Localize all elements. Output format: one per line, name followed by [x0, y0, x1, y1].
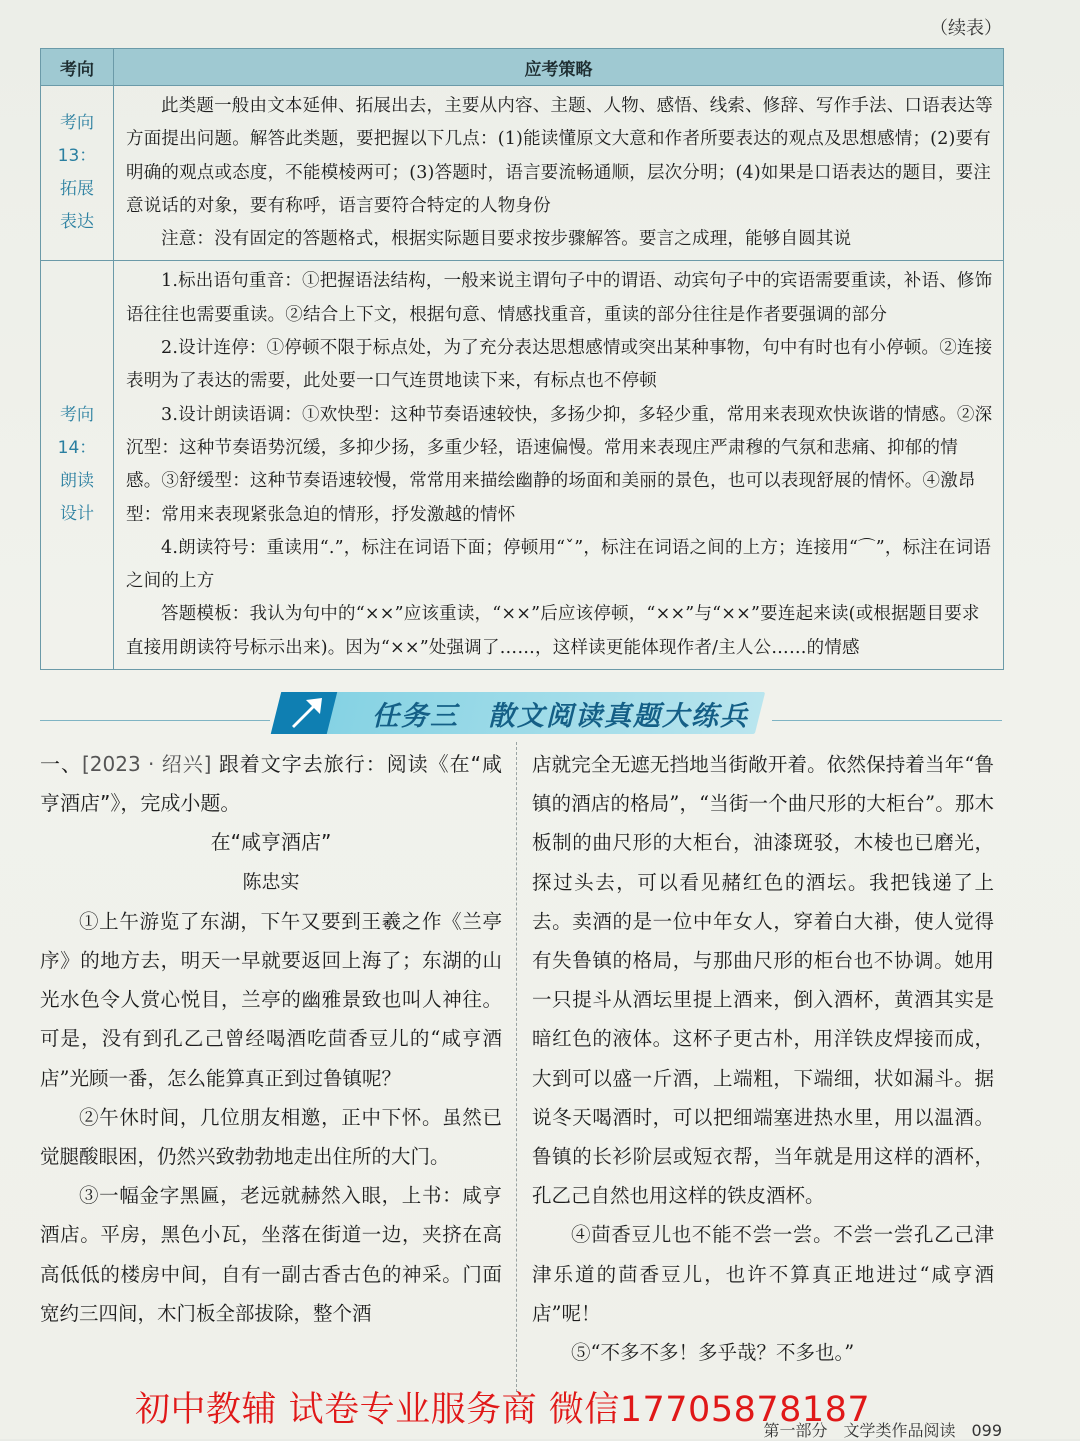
watermark-text: 初中教辅 试卷专业服务商 微信17705878187: [135, 1390, 871, 1430]
header-strategy: 应考策略: [524, 59, 593, 80]
row-label-line: 朗读: [60, 471, 94, 492]
question-number: 一、: [40, 752, 82, 776]
row-label-14: [41, 261, 114, 669]
strategy-paragraph: 此类题一般由文本延伸、拓展出去，主要从内容、主题、人物、感悟、线索、修辞、写作手法、口语表达等方面提出问题。解答此类题，要把握以下几点：(1)能读懂原文大意和作者所要表达的观点及思想感情；(2)要有明确的观点或态度，不能模棱两可；(3)答题时，语言要流畅通顺，层次分明；(4)如果是口语表达的题目，要注意说话的对象，要有称呼，语言要符合特定的人物身份: [126, 96, 993, 216]
article-paragraph: ④茴香豆儿也不能不尝一尝。不尝一尝孔乙己津津乐道的茴香豆儿，也许不算真正地进过“咸亨酒店”呢！: [532, 1223, 994, 1325]
row-label-13: [41, 86, 114, 260]
row-label-line: 拓展: [60, 179, 94, 200]
row-label-line: 考向 14：: [57, 405, 97, 459]
section-banner: [40, 690, 1002, 738]
article-paragraph: ③一幅金字黑匾，老远就赫然入眼，上书：咸亨酒店。平房，黑色小瓦，坐落在街道一边，夹挤在高高低低的楼房中间，自有一副古香古色的神采。门面宽约三四间，木门板全部拔除，整个酒: [40, 1184, 502, 1325]
article-author: 陈忠实: [242, 870, 300, 893]
row-content-13: [114, 86, 1003, 260]
banner-rule-left: [40, 720, 270, 721]
table-row: [41, 86, 1003, 261]
row-label-line: 考向 13：: [57, 113, 97, 167]
strategy-paragraph: 答题模板：我认为句中的“××”应该重读，“××”后应该停顿，“××”与“××”要连起来读(或根据题目要求直接用朗读符号标示出来)。因为“××”处强调了……，这样读更能体现作者/主人公……的情感: [126, 604, 980, 658]
question-heading: [40, 745, 502, 823]
left-column: [40, 745, 502, 1333]
strategy-paragraph: 2.设计连停：①停顿不限于标点处，为了充分表达思想感情或突出某种事物，句中有时也有小停顿。②连接表明为了表达的需要，此处要一口气连贯地读下来，有标点也不停顿: [126, 338, 993, 392]
article-paragraph: 店就完全无遮无挡地当街敞开着。依然保持着当年“鲁镇的酒店的格局”，“当街一个曲尺形的大柜台”。那木板制的曲尺形的大柜台，油漆斑驳，木棱也已磨光，探过头去，可以看见赭红色的酒坛。我把钱递了上去。卖酒的是一位中年女人，穿着白大褂，使人觉得有失鲁镇的格局，与那曲尺形的柜台也不协调。她用一只提斗从酒坛里提上酒来，倒入酒杯，黄酒其实是暗红色的液体。这杯子更古朴，用洋铁皮焊接而成，大到可以盛一斤酒，上端粗，下端细，状如漏斗。据说冬天喝酒时，可以把细端塞进热水里，用以温酒。鲁镇的长衫阶层或短衣帮，当年就是用这样的酒杯，孔乙己自然也用这样的铁皮酒杯。: [532, 753, 994, 1208]
right-column: [532, 745, 994, 1372]
row-label-line: 设计: [60, 504, 94, 525]
table-header: [41, 49, 1003, 86]
strategy-paragraph: 1.标出语句重音：①把握语法结构，一般来说主谓句子中的谓语、动宾句子中的宾语需要重读，补语、修饰语往往也需要重读。②结合上下文，根据句意、情感找重音，重读的部分往往是作者要强调的部分: [126, 271, 993, 325]
article-paragraph: ①上午游览了东湖，下午又要到王羲之作《兰亭序》的地方去，明天一早就要返回上海了；东湖的山光水色令人赏心悦目，兰亭的幽雅景致也叫人神往。可是，没有到孔乙己曾经喝酒吃茴香豆儿的“咸亨酒店”光顾一番，怎么能算真正到过鲁镇呢？: [40, 909, 502, 1090]
question-source: [2023 · 绍兴]: [81, 752, 212, 776]
header-topic: 考向: [41, 49, 114, 85]
strategy-paragraph: 注意：没有固定的答题格式，根据实际题目要求按步骤解答。要言之成理，能够自圆其说: [161, 229, 852, 250]
continued-label: （续表）: [930, 18, 1002, 39]
arrow-up-right-icon: [286, 696, 326, 730]
page-footer: 第一部分 文学类作品阅读 099: [763, 1421, 1002, 1440]
strategy-paragraph: 4.朗读符号：重读用“.”，标注在词语下面；停顿用“ˇ”，标注在词语之间的上方；连接用“⌒”，标注在词语之间的上方: [126, 537, 992, 592]
row-label-line: 表达: [60, 212, 94, 233]
article-paragraph: ②午休时间，几位朋友相邀，正中下怀。虽然已觉腿酸眼困，仍然兴致勃勃地走出住所的大门。: [40, 1105, 502, 1169]
article-title: 在“咸亨酒店”: [210, 830, 332, 855]
row-content-14: [114, 261, 1003, 669]
table-row: [41, 261, 1003, 669]
banner-rule-right: [772, 720, 1002, 721]
question-prompt: 跟着文字去旅行：阅读《在“咸亨酒店”》，完成小题。: [40, 752, 502, 816]
column-divider: [516, 742, 517, 1392]
article-paragraph: ⑤“不多不多！多乎哉？不多也。”: [571, 1341, 855, 1365]
banner-title: 任务三 散文阅读真题大练兵: [372, 701, 749, 732]
strategy-table: [40, 48, 1004, 670]
strategy-paragraph: 3.设计朗读语调：①欢快型：这种节奏语速较快，多扬少抑，多轻少重，常用来表现欢快诙谐的情感。②深沉型：这种节奏语势沉缓，多抑少扬，多重少轻，语速偏慢。常用来表现庄严肃穆的气氛和悲痛、抑郁的情感。③舒缓型：这种节奏语速较慢，常常用来描绘幽静的场面和美丽的景色，也可以表现舒展的情怀。④激昂型：常用来表现紧张急迫的情形，抒发激越的情怀: [126, 404, 993, 525]
